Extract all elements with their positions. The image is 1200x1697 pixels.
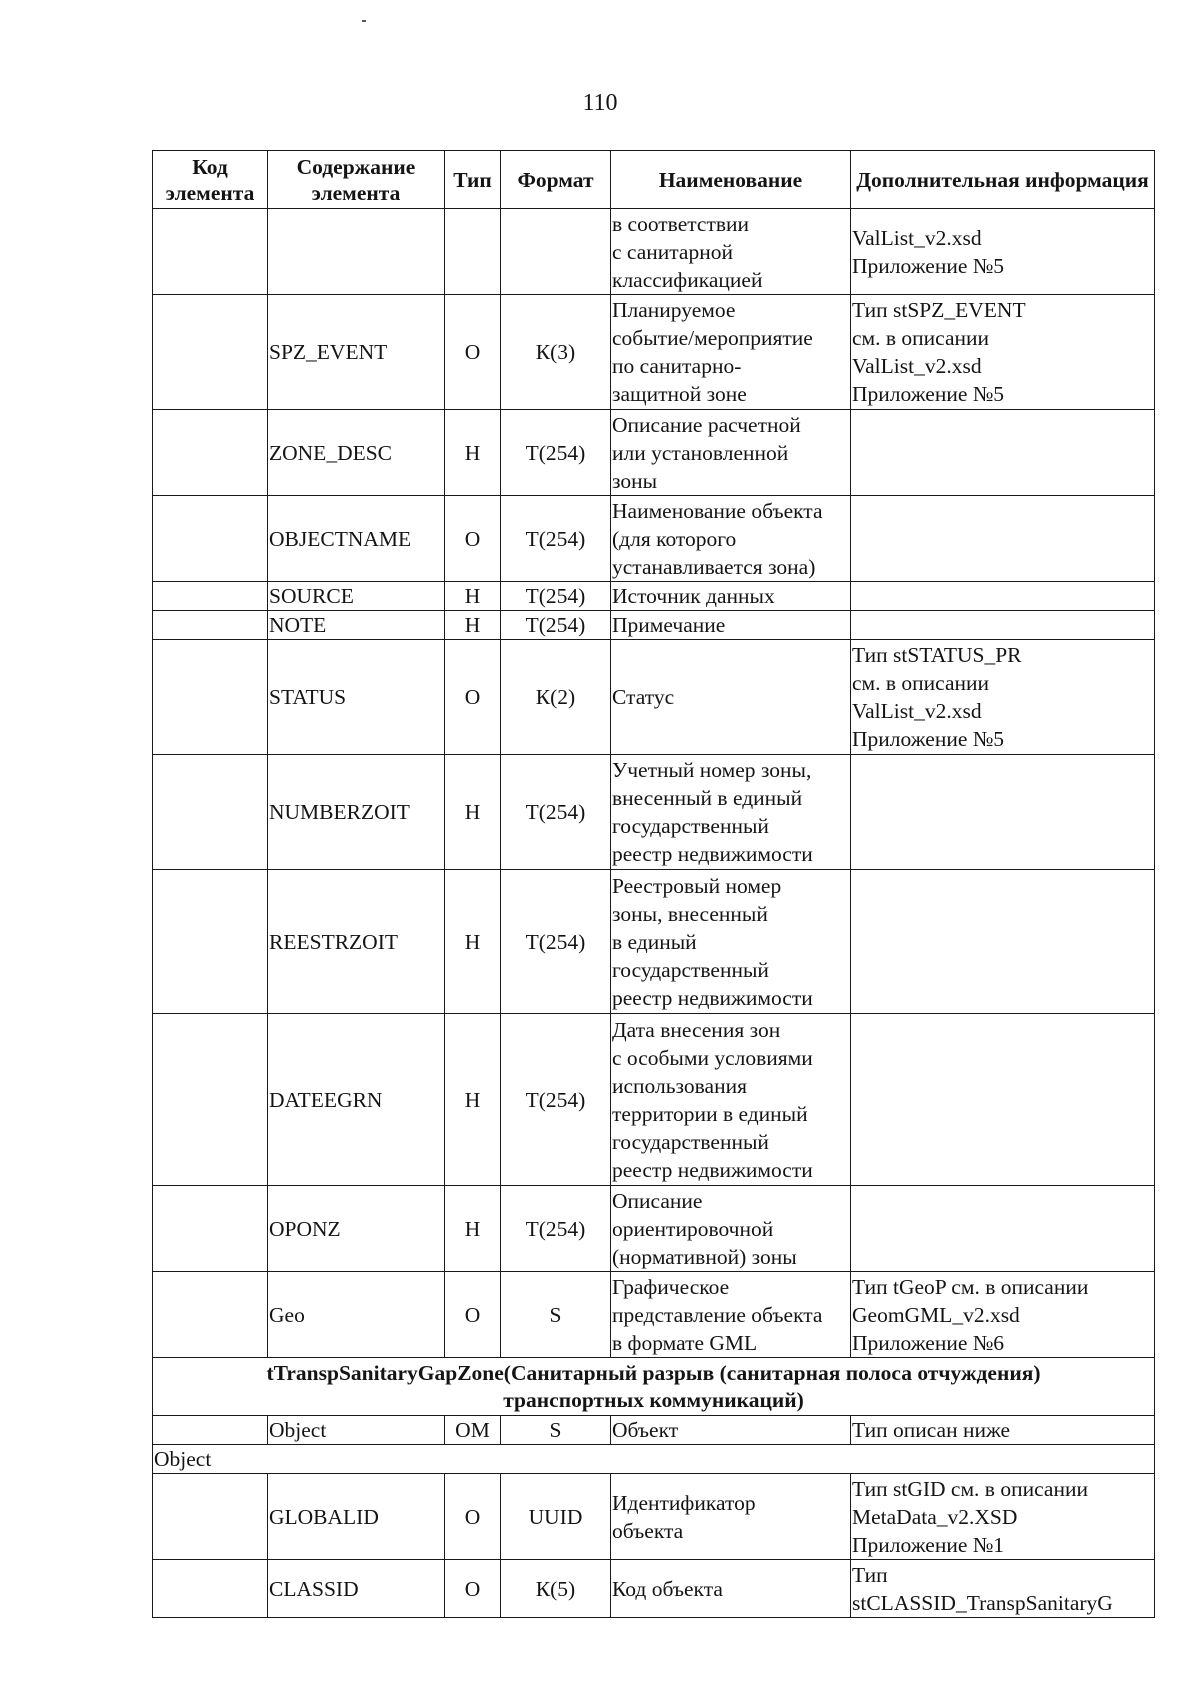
cell-type: О <box>445 1560 501 1618</box>
table-row <box>153 582 1155 611</box>
cell-extra <box>851 496 1155 582</box>
cell-type: О <box>445 640 501 755</box>
header-extra: Дополнительная информация <box>851 151 1155 209</box>
table-row <box>153 1014 1155 1186</box>
cell-type: Н <box>445 1014 501 1186</box>
header-name: Наименование <box>611 151 851 209</box>
cell-type: Н <box>445 410 501 496</box>
section-title: tTranspSanitaryGapZone(Санитарный разрыв (санитарная полоса отчуждения) транспортных коммуникаций) <box>153 1358 1155 1416</box>
cell-format: S <box>501 1272 611 1358</box>
table-row <box>153 1560 1155 1618</box>
cell-extra: Тип stGID см. в описании MetaData_v2.XSD Приложение №1 <box>851 1474 1155 1560</box>
header-content: Содержание элемента <box>268 151 445 209</box>
cell-name: Код объекта <box>611 1560 851 1618</box>
cell-format: Т(254) <box>501 496 611 582</box>
cell-type: Н <box>445 582 501 611</box>
cell-code <box>153 755 268 870</box>
cell-content: NUMBERZOIT <box>268 755 445 870</box>
cell-name: в соответствии с санитарной классификацией <box>611 209 851 295</box>
cell-format: Т(254) <box>501 1186 611 1272</box>
cell-name: Описание ориентировочной (нормативной) зоны <box>611 1186 851 1272</box>
table-row <box>153 1272 1155 1358</box>
scan-speck <box>362 20 366 22</box>
cell-code <box>153 1014 268 1186</box>
cell-content: GLOBALID <box>268 1474 445 1560</box>
cell-name: Объект <box>611 1416 851 1445</box>
cell-extra: ValList_v2.xsd Приложение №5 <box>851 209 1155 295</box>
header-format: Формат <box>501 151 611 209</box>
cell-content: ZONE_DESC <box>268 410 445 496</box>
cell-extra <box>851 870 1155 1014</box>
table-row <box>153 295 1155 410</box>
cell-format: Т(254) <box>501 410 611 496</box>
cell-format: UUID <box>501 1474 611 1560</box>
cell-name: Идентификатор объекта <box>611 1474 851 1560</box>
header-code: Код элемента <box>153 151 268 209</box>
table-row <box>153 870 1155 1014</box>
cell-content: REESTRZOIT <box>268 870 445 1014</box>
cell-type: Н <box>445 1186 501 1272</box>
cell-extra: Тип описан ниже <box>851 1416 1155 1445</box>
cell-extra: Тип stSTATUS_PR см. в описании ValList_v2.xsd Приложение №5 <box>851 640 1155 755</box>
cell-code <box>153 410 268 496</box>
cell-code <box>153 1186 268 1272</box>
cell-code <box>153 1416 268 1445</box>
table-row <box>153 640 1155 755</box>
cell-type: О <box>445 1474 501 1560</box>
cell-content: Geo <box>268 1272 445 1358</box>
cell-extra <box>851 410 1155 496</box>
cell-extra <box>851 611 1155 640</box>
cell-content: DATEEGRN <box>268 1014 445 1186</box>
cell-type: О <box>445 496 501 582</box>
cell-type: ОМ <box>445 1416 501 1445</box>
cell-name: Реестровый номер зоны, внесенный в единый государственный реестр недвижимости <box>611 870 851 1014</box>
cell-content: CLASSID <box>268 1560 445 1618</box>
cell-extra: Тип stCLASSID_TranspSanitaryG <box>851 1560 1155 1618</box>
cell-name: Источник данных <box>611 582 851 611</box>
page-number: 110 <box>582 90 618 116</box>
cell-content: SPZ_EVENT <box>268 295 445 410</box>
cell-code <box>153 496 268 582</box>
header-type: Тип <box>445 151 501 209</box>
cell-format: Т(254) <box>501 1014 611 1186</box>
cell-type: О <box>445 295 501 410</box>
cell-code <box>153 295 268 410</box>
cell-code <box>153 1474 268 1560</box>
table-row <box>153 611 1155 640</box>
cell-content: NOTE <box>268 611 445 640</box>
table-row <box>153 755 1155 870</box>
cell-name: Примечание <box>611 611 851 640</box>
table-row <box>153 1186 1155 1272</box>
cell-code <box>153 640 268 755</box>
cell-extra <box>851 1014 1155 1186</box>
object-label-row <box>153 1445 1155 1474</box>
cell-name: Наименование объекта (для которого устанавливается зона) <box>611 496 851 582</box>
cell-name: Статус <box>611 640 851 755</box>
cell-code <box>153 209 268 295</box>
cell-format: Т(254) <box>501 870 611 1014</box>
cell-format <box>501 209 611 295</box>
cell-name: Описание расчетной или установленной зоны <box>611 410 851 496</box>
table-header-row <box>153 151 1155 209</box>
cell-extra <box>851 755 1155 870</box>
table-row <box>153 209 1155 295</box>
cell-code <box>153 582 268 611</box>
cell-format: Т(254) <box>501 755 611 870</box>
cell-content: OPONZ <box>268 1186 445 1272</box>
cell-format: S <box>501 1416 611 1445</box>
cell-type: О <box>445 1272 501 1358</box>
element-spec-table <box>152 150 1155 1618</box>
cell-format: К(2) <box>501 640 611 755</box>
cell-name: Учетный номер зоны, внесенный в единый государственный реестр недвижимости <box>611 755 851 870</box>
object-label: Object <box>153 1445 1155 1474</box>
cell-code <box>153 870 268 1014</box>
cell-code <box>153 1560 268 1618</box>
table-body <box>153 209 1155 1618</box>
table-row <box>153 410 1155 496</box>
cell-extra <box>851 582 1155 611</box>
cell-code <box>153 1272 268 1358</box>
cell-name: Графическое представление объекта в формате GML <box>611 1272 851 1358</box>
cell-content: SOURCE <box>268 582 445 611</box>
table-row <box>153 1416 1155 1445</box>
cell-name: Дата внесения зон с особыми условиями использования территории в единый государственный реестр недвижимости <box>611 1014 851 1186</box>
cell-type: Н <box>445 611 501 640</box>
cell-format: Т(254) <box>501 611 611 640</box>
cell-extra <box>851 1186 1155 1272</box>
section-title-row <box>153 1358 1155 1416</box>
cell-content: STATUS <box>268 640 445 755</box>
cell-type <box>445 209 501 295</box>
cell-format: Т(254) <box>501 582 611 611</box>
cell-format: К(3) <box>501 295 611 410</box>
cell-name: Планируемое событие/мероприятие по санитарно- защитной зоне <box>611 295 851 410</box>
cell-format: К(5) <box>501 1560 611 1618</box>
cell-type: Н <box>445 755 501 870</box>
table-row <box>153 496 1155 582</box>
cell-content: OBJECTNAME <box>268 496 445 582</box>
cell-content <box>268 209 445 295</box>
cell-content: Object <box>268 1416 445 1445</box>
table-row <box>153 1474 1155 1560</box>
cell-extra: Тип tGeoP см. в описании GeomGML_v2.xsd Приложение №6 <box>851 1272 1155 1358</box>
cell-extra: Тип stSPZ_EVENT см. в описании ValList_v2.xsd Приложение №5 <box>851 295 1155 410</box>
cell-code <box>153 611 268 640</box>
cell-type: Н <box>445 870 501 1014</box>
